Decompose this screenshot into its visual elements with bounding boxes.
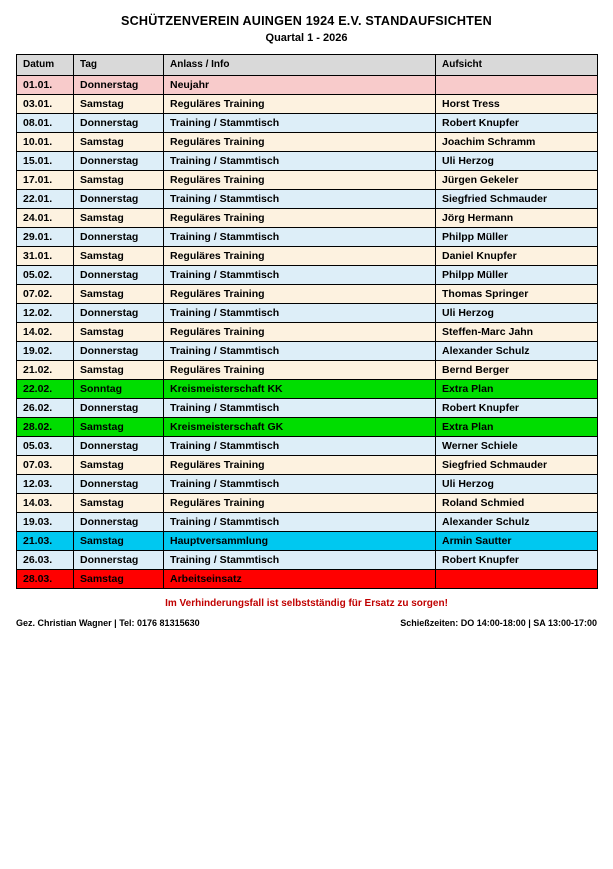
cell-aufsicht: Uli Herzog [436, 303, 598, 322]
cell-tag: Samstag [74, 417, 164, 436]
footer-hours: Schießzeiten: DO 14:00-18:00 | SA 13:00-17:00 [400, 617, 597, 628]
cell-tag: Samstag [74, 94, 164, 113]
cell-anlass: Training / Stammtisch [164, 151, 436, 170]
cell-tag: Donnerstag [74, 227, 164, 246]
table-row [17, 569, 598, 588]
cell-tag: Samstag [74, 170, 164, 189]
cell-datum: 03.01. [17, 94, 74, 113]
cell-anlass: Reguläres Training [164, 170, 436, 189]
cell-tag: Donnerstag [74, 436, 164, 455]
cell-aufsicht: Siegfried Schmauder [436, 189, 598, 208]
cell-tag: Samstag [74, 284, 164, 303]
cell-tag: Samstag [74, 322, 164, 341]
cell-aufsicht: Horst Tress [436, 94, 598, 113]
table-row [17, 512, 598, 531]
cell-datum: 07.02. [17, 284, 74, 303]
page-title: SCHÜTZENVEREIN AUINGEN 1924 E.V. STANDAUFSICHTEN [121, 14, 492, 28]
cell-tag: Donnerstag [74, 550, 164, 569]
cell-tag: Samstag [74, 246, 164, 265]
page-subtitle: Quartal 1 - 2026 [265, 31, 348, 44]
cell-anlass: Training / Stammtisch [164, 398, 436, 417]
cell-aufsicht: Roland Schmied [436, 493, 598, 512]
cell-anlass: Reguläres Training [164, 322, 436, 341]
column-header-anlass: Anlass / Info [164, 54, 436, 75]
cell-datum: 05.03. [17, 436, 74, 455]
cell-tag: Samstag [74, 360, 164, 379]
cell-anlass: Reguläres Training [164, 132, 436, 151]
cell-anlass: Arbeitseinsatz [164, 569, 436, 588]
cell-aufsicht: Philpp Müller [436, 265, 598, 284]
cell-datum: 12.02. [17, 303, 74, 322]
cell-datum: 21.03. [17, 531, 74, 550]
cell-anlass: Training / Stammtisch [164, 189, 436, 208]
column-header-tag: Tag [74, 54, 164, 75]
cell-tag: Donnerstag [74, 474, 164, 493]
table-row [17, 189, 598, 208]
cell-datum: 15.01. [17, 151, 74, 170]
cell-anlass: Reguläres Training [164, 94, 436, 113]
table-row [17, 322, 598, 341]
table-row [17, 436, 598, 455]
cell-tag: Samstag [74, 208, 164, 227]
cell-aufsicht: Robert Knupfer [436, 398, 598, 417]
table-row [17, 208, 598, 227]
table-body [17, 75, 598, 588]
cell-datum: 14.02. [17, 322, 74, 341]
table-row [17, 455, 598, 474]
cell-anlass: Reguläres Training [164, 284, 436, 303]
schedule-table [16, 54, 598, 589]
cell-tag: Donnerstag [74, 341, 164, 360]
cell-anlass: Training / Stammtisch [164, 227, 436, 246]
footer-row [16, 618, 597, 628]
cell-datum: 28.03. [17, 569, 74, 588]
cell-aufsicht: Siegfried Schmauder [436, 455, 598, 474]
cell-anlass: Training / Stammtisch [164, 265, 436, 284]
cell-aufsicht: Bernd Berger [436, 360, 598, 379]
cell-datum: 26.02. [17, 398, 74, 417]
table-row [17, 550, 598, 569]
cell-aufsicht: Extra Plan [436, 379, 598, 398]
cell-datum: 19.02. [17, 341, 74, 360]
cell-datum: 14.03. [17, 493, 74, 512]
footer-note: Im Verhinderungsfall ist selbstständig für Ersatz zu sorgen! [165, 597, 448, 609]
cell-anlass: Training / Stammtisch [164, 550, 436, 569]
table-row [17, 75, 598, 94]
cell-anlass: Training / Stammtisch [164, 436, 436, 455]
cell-tag: Donnerstag [74, 151, 164, 170]
table-row [17, 284, 598, 303]
cell-tag: Donnerstag [74, 75, 164, 94]
cell-anlass: Neujahr [164, 75, 436, 94]
cell-anlass: Reguläres Training [164, 246, 436, 265]
cell-tag: Donnerstag [74, 265, 164, 284]
table-row [17, 132, 598, 151]
cell-tag: Donnerstag [74, 113, 164, 132]
cell-aufsicht: Alexander Schulz [436, 512, 598, 531]
table-row [17, 379, 598, 398]
cell-tag: Sonntag [74, 379, 164, 398]
cell-tag: Donnerstag [74, 303, 164, 322]
cell-datum: 10.01. [17, 132, 74, 151]
cell-anlass: Kreismeisterschaft KK [164, 379, 436, 398]
table-row [17, 341, 598, 360]
footer-contact: Gez. Christian Wagner | Tel: 0176 81315630 [16, 617, 200, 628]
cell-anlass: Training / Stammtisch [164, 303, 436, 322]
cell-aufsicht: Joachim Schramm [436, 132, 598, 151]
table-row [17, 113, 598, 132]
cell-datum: 24.01. [17, 208, 74, 227]
cell-anlass: Reguläres Training [164, 493, 436, 512]
cell-datum: 22.02. [17, 379, 74, 398]
cell-aufsicht: Jürgen Gekeler [436, 170, 598, 189]
cell-anlass: Training / Stammtisch [164, 512, 436, 531]
cell-aufsicht: Uli Herzog [436, 474, 598, 493]
title-block [16, 14, 597, 44]
cell-anlass: Training / Stammtisch [164, 474, 436, 493]
cell-tag: Donnerstag [74, 189, 164, 208]
cell-aufsicht: Daniel Knupfer [436, 246, 598, 265]
table-header-row [17, 54, 598, 75]
cell-aufsicht: Alexander Schulz [436, 341, 598, 360]
cell-datum: 19.03. [17, 512, 74, 531]
table-row [17, 474, 598, 493]
cell-anlass: Kreismeisterschaft GK [164, 417, 436, 436]
table-row [17, 227, 598, 246]
table-row [17, 265, 598, 284]
cell-aufsicht: Thomas Springer [436, 284, 598, 303]
table-row [17, 170, 598, 189]
table-row [17, 360, 598, 379]
cell-datum: 28.02. [17, 417, 74, 436]
cell-aufsicht: Steffen-Marc Jahn [436, 322, 598, 341]
cell-datum: 05.02. [17, 265, 74, 284]
cell-datum: 07.03. [17, 455, 74, 474]
cell-tag: Samstag [74, 455, 164, 474]
cell-anlass: Reguläres Training [164, 360, 436, 379]
cell-tag: Samstag [74, 132, 164, 151]
table-row [17, 303, 598, 322]
table-row [17, 417, 598, 436]
cell-datum: 29.01. [17, 227, 74, 246]
cell-anlass: Reguläres Training [164, 208, 436, 227]
cell-tag: Donnerstag [74, 398, 164, 417]
cell-datum: 26.03. [17, 550, 74, 569]
cell-datum: 31.01. [17, 246, 74, 265]
table-row [17, 246, 598, 265]
cell-datum: 01.01. [17, 75, 74, 94]
cell-aufsicht: Extra Plan [436, 417, 598, 436]
column-header-datum: Datum [17, 54, 74, 75]
column-header-aufsicht: Aufsicht [436, 54, 598, 75]
cell-anlass: Training / Stammtisch [164, 113, 436, 132]
cell-datum: 12.03. [17, 474, 74, 493]
cell-aufsicht [436, 75, 598, 94]
table-header [17, 54, 598, 75]
cell-aufsicht: Robert Knupfer [436, 113, 598, 132]
cell-datum: 17.01. [17, 170, 74, 189]
cell-tag: Donnerstag [74, 512, 164, 531]
table-row [17, 94, 598, 113]
cell-anlass: Hauptversammlung [164, 531, 436, 550]
cell-tag: Samstag [74, 569, 164, 588]
cell-aufsicht [436, 569, 598, 588]
cell-aufsicht: Jörg Hermann [436, 208, 598, 227]
cell-aufsicht: Philpp Müller [436, 227, 598, 246]
table-row [17, 493, 598, 512]
cell-aufsicht: Uli Herzog [436, 151, 598, 170]
table-row [17, 151, 598, 170]
cell-datum: 08.01. [17, 113, 74, 132]
cell-tag: Samstag [74, 493, 164, 512]
cell-aufsicht: Werner Schiele [436, 436, 598, 455]
cell-aufsicht: Armin Sautter [436, 531, 598, 550]
cell-datum: 21.02. [17, 360, 74, 379]
table-row [17, 531, 598, 550]
cell-aufsicht: Robert Knupfer [436, 550, 598, 569]
cell-tag: Samstag [74, 531, 164, 550]
cell-anlass: Training / Stammtisch [164, 341, 436, 360]
table-row [17, 398, 598, 417]
cell-datum: 22.01. [17, 189, 74, 208]
cell-anlass: Reguläres Training [164, 455, 436, 474]
